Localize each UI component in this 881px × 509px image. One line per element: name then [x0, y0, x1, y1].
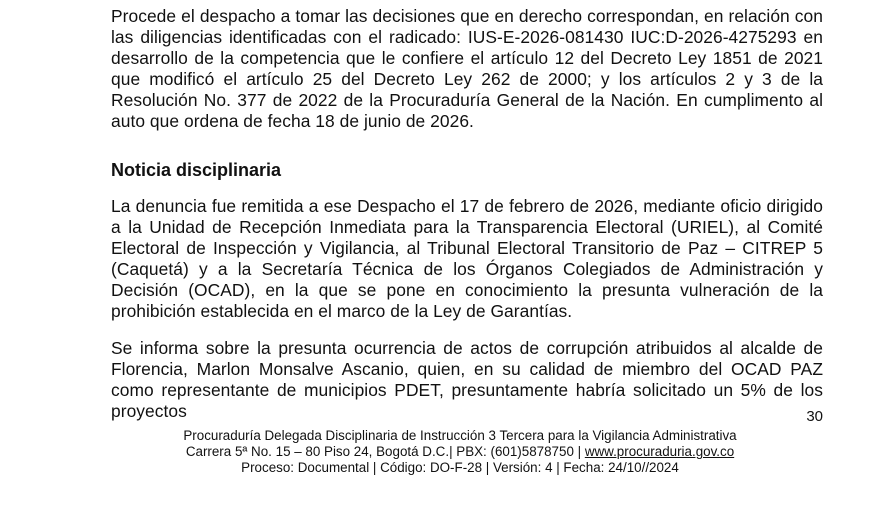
complaint-paragraph: La denuncia fue remitida a ese Despacho el 17 de febrero de 2026, mediante oficio dirigido a la Unidad de Recepción Inmediata para la Transparencia Electoral (URIEL), al Comité Electoral de Inspección y Vigilancia, al Tribunal Electoral Transitorio de Paz – CITREP 5 (Caquetá) y a la Secretaría Técnica de los Órganos Colegiados de Administración y Decisión (OCAD), en la que se pone en conocimiento la presunta vulneración de la prohibición establecida en el marco de la Ley de Garantías.: [111, 196, 823, 321]
page-footer: [150, 428, 770, 476]
footer-office-line: Procuraduría Delegada Disciplinaria de Instrucción 3 Tercera para la Vigilancia Administrativa: [183, 428, 737, 443]
footer-address-text: Carrera 5ª No. 15 – 80 Piso 24, Bogotá D.C.| PBX: (601)5878750 |: [185, 444, 585, 459]
report-paragraph: Se informa sobre la presunta ocurrencia de actos de corrupción atribuidos al alcalde de Florencia, Marlon Monsalve Ascanio, quien, en su calidad de miembro del OCAD PAZ como representante de municipios PDET, presuntamente habría solicitado un 5% de los proyectos: [111, 338, 823, 421]
page-number: 30: [806, 408, 823, 425]
section-heading: Noticia disciplinaria: [111, 160, 282, 180]
footer-process-line: Proceso: Documental | Código: DO-F-28 | Versión: 4 | Fecha: 24/10//2024: [241, 460, 679, 475]
footer-website-link[interactable]: www.procuraduria.gov.co: [584, 444, 735, 459]
intro-paragraph: Procede el despacho a tomar las decisiones que en derecho correspondan, en relación con las diligencias identificadas con el radicado: IUS-E-2026-081430 IUC:D-2026-4275293 en desarrollo de la competencia que le confiere el artículo 12 del Decreto Ley 1851 de 2021 que modificó el artículo 25 del Decreto Ley 262 de 2000; y los artículos 2 y 3 de la Resolución No. 377 de 2022 de la Procuraduría General de la Nación. En cumplimento al auto que ordena de fecha 18 de junio de 2026.: [111, 6, 823, 131]
footer-contact-line: [150, 444, 770, 460]
